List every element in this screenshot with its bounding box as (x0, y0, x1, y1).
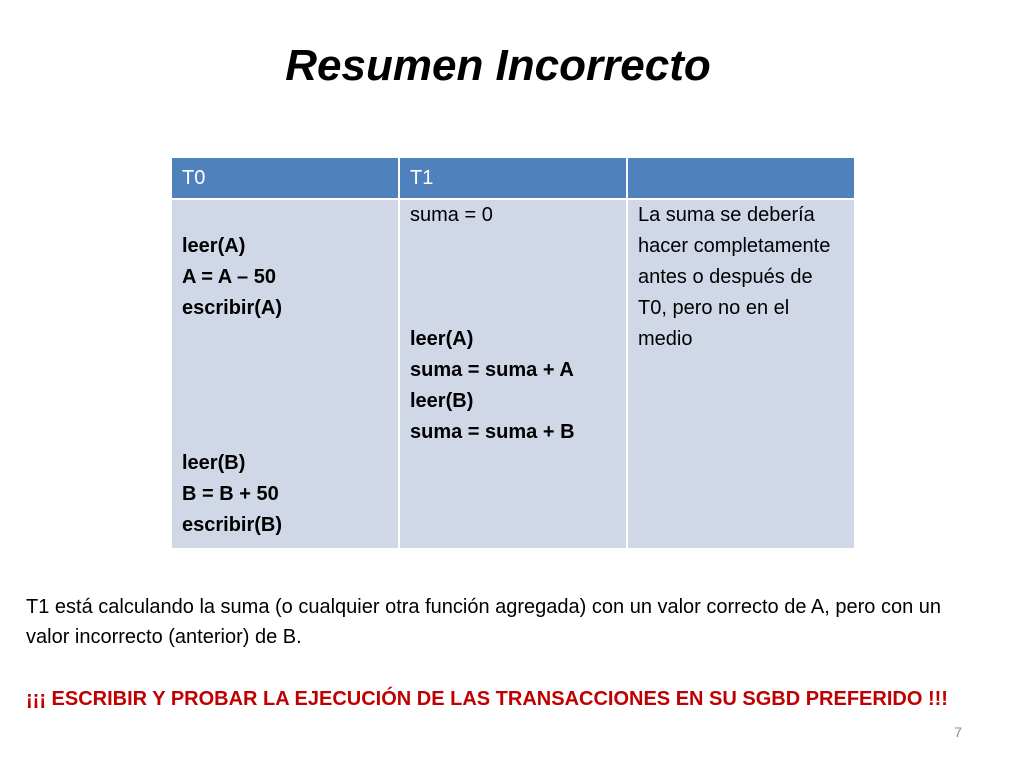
t0-op: escribir(A) (182, 297, 283, 319)
spacer (182, 355, 388, 386)
t1-init: suma = 0 (410, 204, 493, 226)
spacer (182, 324, 388, 355)
spacer (410, 231, 616, 262)
t0-op: B = B + 50 (182, 483, 279, 505)
table-header-row (171, 157, 855, 199)
t1-op: leer(A) (410, 328, 474, 350)
t1-op: leer(B) (410, 390, 474, 412)
cell-t0-operations (171, 199, 399, 549)
t0-op: escribir(B) (182, 514, 283, 536)
explanation-text: T1 está calculando la suma (o cualquier otra función agregada) con un valor correcto de A, pero con un valor incorrecto (anterior) de B. (26, 596, 941, 648)
note-text: La suma se debería hacer completamente antes o después de T0, pero no en el medio (638, 204, 831, 350)
t1-op: suma = suma + B (410, 421, 575, 443)
spacer (182, 200, 388, 231)
spacer (410, 262, 616, 293)
t1-op: suma = suma + A (410, 359, 574, 381)
spacer (182, 417, 388, 448)
callout-text: ¡¡¡ ESCRIBIR Y PROBAR LA EJECUCIÓN DE LAS TRANSACCIONES EN SU SGBD PREFERIDO !!! (26, 688, 948, 710)
t0-op: A = A – 50 (182, 266, 276, 288)
header-t0: T0 (171, 157, 399, 199)
header-notes (627, 157, 855, 199)
table-row (171, 199, 855, 549)
t0-op: leer(B) (182, 452, 246, 474)
transaction-schedule-table (170, 156, 856, 550)
slide-number: 7 (954, 724, 962, 740)
cell-t1-operations (399, 199, 627, 549)
header-t1: T1 (399, 157, 627, 199)
spacer (410, 293, 616, 324)
slide-title: Resumen Incorrecto (285, 41, 711, 90)
t0-op: leer(A) (182, 235, 246, 257)
cell-note (627, 199, 855, 549)
spacer (182, 386, 388, 417)
